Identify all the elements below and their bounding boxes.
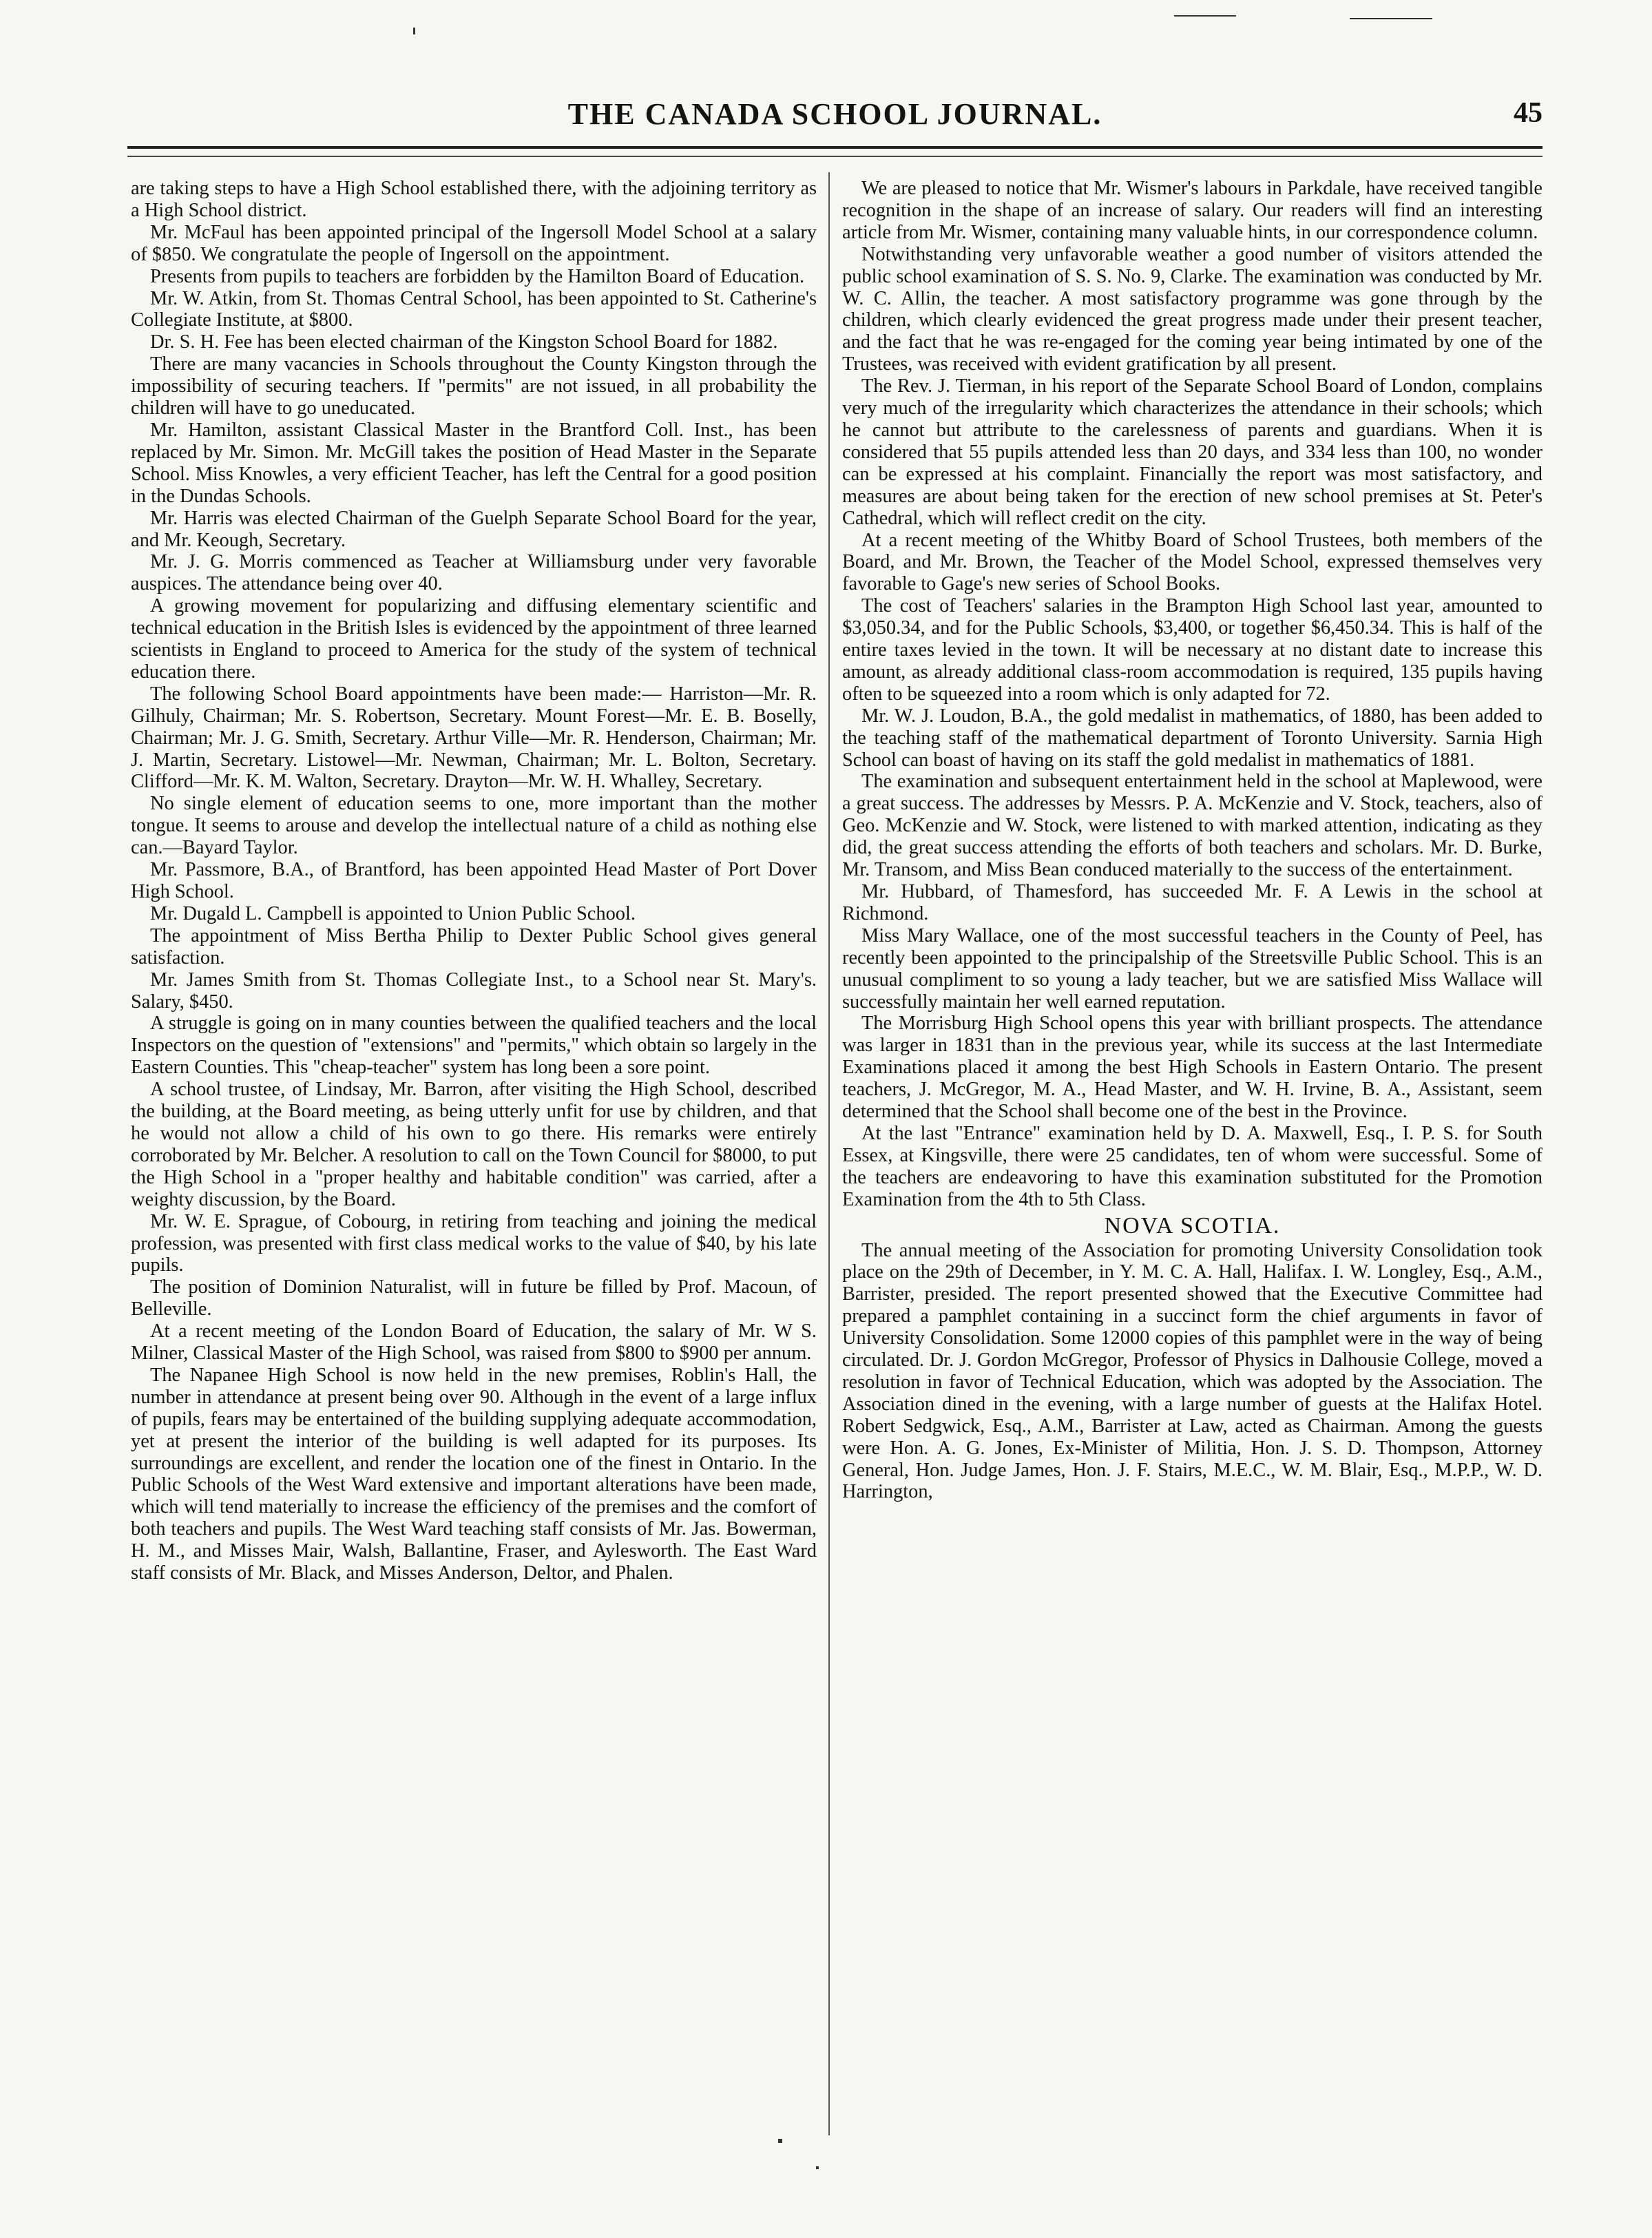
paragraph: A growing movement for popularizing and diffusing elementary scientific and technical education in the British Isles is evidenced by the appointment of three learned scientists in England to proceed to America for the study of the system of technical education there. — [131, 595, 817, 683]
paragraph: There are many vacancies in Schools throughout the County Kingston through the impossibility of securing teachers. If "permits" are not issued, in all probability the children will have to go uneducated. — [131, 353, 817, 419]
paragraph: At a recent meeting of the Whitby Board of School Trustees, both members of the Board, and Mr. Brown, the Teacher of the Model School, expressed themselves very favorable to Gage's new series of School Books. — [842, 529, 1543, 595]
print-speck — [1350, 18, 1432, 19]
print-speck — [816, 2166, 819, 2169]
print-speck — [1174, 15, 1236, 17]
paragraph: Mr. J. G. Morris commenced as Teacher at Williamsburg under very favorable auspices. The attendance being over 40. — [131, 551, 817, 595]
print-speck — [413, 28, 415, 34]
paragraph: Mr. McFaul has been appointed principal of the Ingersoll Model School at a salary of $850. We congratulate the people of Ingersoll on the appointment. — [131, 221, 817, 265]
paragraph: Mr. Dugald L. Campbell is appointed to Union Public School. — [150, 902, 636, 924]
paragraph: At the last "Entrance" examination held by D. A. Maxwell, Esq., I. P. S. for South Essex, at Kingsville, there were 25 candidates, ten of whom were successful. Some of the teachers are endeavoring to have this examination substituted for the Promotion Examination from the 4th to 5th Class. — [842, 1122, 1543, 1210]
paragraph: Presents from pupils to teachers are forbidden by the Hamilton Board of Education. — [150, 265, 805, 287]
paragraph: A school trustee, of Lindsay, Mr. Barron, after visiting the High School, described the building, at the Board meeting, as being utterly unfit for use by children, and that he would not allow a child of his own to go there. His remarks were entirely corroborated by Mr. Belcher. A resolution to call on the Town Council for $8000, to put the High School in a "proper healthy and habitable condition" was carried, after a weighty discussion, by the Board. — [131, 1079, 817, 1210]
paragraph: The position of Dominion Naturalist, will in future be filled by Prof. Macoun, of Belleville. — [131, 1276, 817, 1320]
section-heading-nova-scotia: NOVA SCOTIA. — [1104, 1212, 1281, 1239]
paragraph: Mr. Harris was elected Chairman of the Guelph Separate School Board for the year, and Mr. Keough, Secretary. — [131, 507, 817, 551]
paragraph: Mr. Hamilton, assistant Classical Master in the Brantford Coll. Inst., has been replaced by Mr. Simon. Mr. McGill takes the position of Head Master in the Separate School. Miss Knowles, a very efficient Teacher, has left the Central for a good position in the Dundas Schools. — [131, 419, 817, 507]
paragraph: Mr. W. Atkin, from St. Thomas Central School, has been appointed to St. Catherine's Collegiate Institute, at $800. — [131, 287, 817, 331]
header-rule-bottom — [127, 156, 1543, 157]
paragraph: Miss Mary Wallace, one of the most successful teachers in the County of Peel, has recently been appointed to the principalship of the Streetsville Public School. This is an unusual compliment to so young a lady teacher, but we are satisfied Miss Wallace will successfully maintain her well earned reputation. — [842, 924, 1543, 1013]
paragraph: are taking steps to have a High School established there, with the adjoining territory as a High School district. — [131, 178, 817, 221]
paragraph: At a recent meeting of the London Board of Education, the salary of Mr. W S. Milner, Classical Master of the High School, was raised from $800 to $900 per annum. — [131, 1320, 817, 1365]
paragraph: The cost of Teachers' salaries in the Brampton High School last year, amounted to $3,050.34, and for the Public Schools, $3,400, or together $6,450.34. This is half of the entire taxes levied in the town. It will be necessary at no distant date to increase this amount, as already additional class-room accommodation is required, 135 pupils having often to be squeezed into a room which is only adapted for 72. — [842, 595, 1543, 705]
header-rule-top — [127, 146, 1543, 149]
column-divider — [828, 172, 830, 2135]
paragraph: Mr. Hubbard, of Thamesford, has succeeded Mr. F. A Lewis in the school at Richmond. — [842, 881, 1543, 924]
paragraph: The Napanee High School is now held in the new premises, Roblin's Hall, the number in attendance at present being over 90. Although in the event of a large influx of pupils, fears may be entertained of the building supplying adequate accommodation, yet at present the interior of the building is well adapted for its purposes. Its surroundings are excellent, and render the location one of the finest in Ontario. In the Public Schools of the West Ward extensive and important alterations have been made, which will tend materially to increase the efficiency of the premises and the comfort of both teachers and pupils. The West Ward teaching staff consists of Mr. Jas. Bowerman, H. M., and Misses Mair, Walsh, Ballantine, Fraser, and Aylesworth. The East Ward staff consists of Mr. Black, and Misses Anderson, Deltor, and Phalen. — [131, 1364, 817, 1584]
right-column — [842, 178, 1543, 2134]
paragraph: Mr. Passmore, B.A., of Brantford, has been appointed Head Master of Port Dover High School. — [131, 859, 817, 902]
paragraph: A struggle is going on in many counties between the qualified teachers and the local Inspectors on the question of "extensions" and "permits," which obtain so largely in the Eastern Counties. This "cheap-teacher" system has long been a sore point. — [131, 1013, 817, 1079]
paragraph: Dr. S. H. Fee has been elected chairman of the Kingston School Board for 1882. — [150, 331, 778, 353]
paragraph: Mr. James Smith from St. Thomas Collegiate Inst., to a School near St. Mary's. Salary, $450. — [131, 968, 817, 1013]
journal-title: THE CANADA SCHOOL JOURNAL. — [567, 97, 1102, 131]
paragraph: The examination and subsequent entertainment held in the school at Maplewood, were a great success. The addresses by Messrs. P. A. McKenzie and V. Stock, teachers, also of Geo. McKenzie and W. Stock, were listened to with marked attention, indicating as they did, the great success attending the efforts of both teachers and scholars. Mr. D. Burke, Mr. Transom, and Miss Bean conduced materially to the success of the entertainment. — [842, 771, 1543, 881]
paragraph: No single element of education seems to one, more important than the mother tongue. It seems to arouse and develop the intellectual nature of a child as nothing else can.—Bayard Taylor. — [131, 793, 817, 859]
paragraph: The following School Board appointments have been made:— Harriston—Mr. R. Gilhuly, Chairman; Mr. S. Robertson, Secretary. Mount Forest—Mr. E. B. Boselly, Chairman; Mr. J. G. Smith, Secretary. Arthur Ville—Mr. R. Henderson, Chairman; Mr. J. Martin, Secretary. Listowel—Mr. Newman, Chairman; Mr. L. Bolton, Secretary. Clifford—Mr. K. M. Walton, Secretary. Drayton—Mr. W. H. Whalley, Secretary. — [131, 683, 817, 793]
paragraph: Mr. W. J. Loudon, B.A., the gold medalist in mathematics, of 1880, has been added to the teaching staff of the mathematical department of Toronto University. Sarnia High School can boast of having on its staff the gold medalist in mathematics of 1881. — [842, 705, 1543, 771]
paragraph: Notwithstanding very unfavorable weather a good number of visitors attended the public school examination of S. S. No. 9, Clarke. The examination was conducted by Mr. W. C. Allin, the teacher. A most satisfactory programme was gone through by the children, which clearly evidenced the great progress made under their present teacher, and the fact that he was re-engaged for the coming year being intimated by one of the Trustees, was received with evident gratification by all present. — [842, 243, 1543, 375]
page-header — [127, 96, 1543, 135]
paragraph: We are pleased to notice that Mr. Wismer's labours in Parkdale, have received tangible recognition in the shape of an increase of salary. Our readers will find an interesting article from Mr. Wismer, containing many valuable hints, in our correspondence column. — [842, 178, 1543, 243]
paragraph: The annual meeting of the Association for promoting University Consolidation took place on the 29th of December, in Y. M. C. A. Hall, Halifax. I. W. Longley, Esq., A.M., Barrister, presided. The report presented showed that the Executive Committee had prepared a pamphlet containing in a succinct form the chief arguments in favor of University Consolidation. Some 12000 copies of this pamphlet were in the way of being circulated. Dr. J. Gordon McGregor, Professor of Physics in Dalhousie College, moved a resolution in favor of Technical Education, which was adopted by the Association. The Association dined in the evening, with a large number of guests at the Halifax Hotel. Robert Sedgwick, Esq., A.M., Barrister at Law, acted as Chairman. Among the guests were Hon. A. G. Jones, Ex-Minister of Militia, Hon. J. S. D. Thompson, Attorney General, Hon. Judge James, Hon. J. F. Stairs, M.E.C., W. M. Blair, Esq., M.P.P., W. D. Harrington, — [842, 1239, 1543, 1503]
left-column — [131, 178, 817, 2134]
print-speck — [778, 2139, 782, 2143]
paragraph: Mr. W. E. Sprague, of Cobourg, in retiring from teaching and joining the medical profession, was presented with first class medical works to the value of $40, by his late pupils. — [131, 1210, 817, 1276]
page-number: 45 — [1514, 97, 1543, 129]
paragraph: The Rev. J. Tierman, in his report of the Separate School Board of London, complains very much of the irregularity which characterizes the attendance in their schools; which he cannot but attribute to the carelessness of parents and guardians. When it is considered that 55 pupils attended less than 20 days, and 334 less than 100, no wonder can be expressed at his complaint. Financially the report was most satisfactory, and measures are about being taken for the erection of new school premises at St. Peter's Cathedral, which will reflect credit on the city. — [842, 375, 1543, 529]
paragraph: The appointment of Miss Bertha Philip to Dexter Public School gives general satisfaction. — [131, 924, 817, 968]
paragraph: The Morrisburg High School opens this year with brilliant prospects. The attendance was larger in 1831 than in the previous year, while its success at the last Intermediate Examinations placed it among the best High Schools in Eastern Ontario. The present teachers, J. McGregor, M. A., Head Master, and W. H. Irvine, B. A., Assistant, seem determined that the School shall become one of the best in the Province. — [842, 1013, 1543, 1123]
